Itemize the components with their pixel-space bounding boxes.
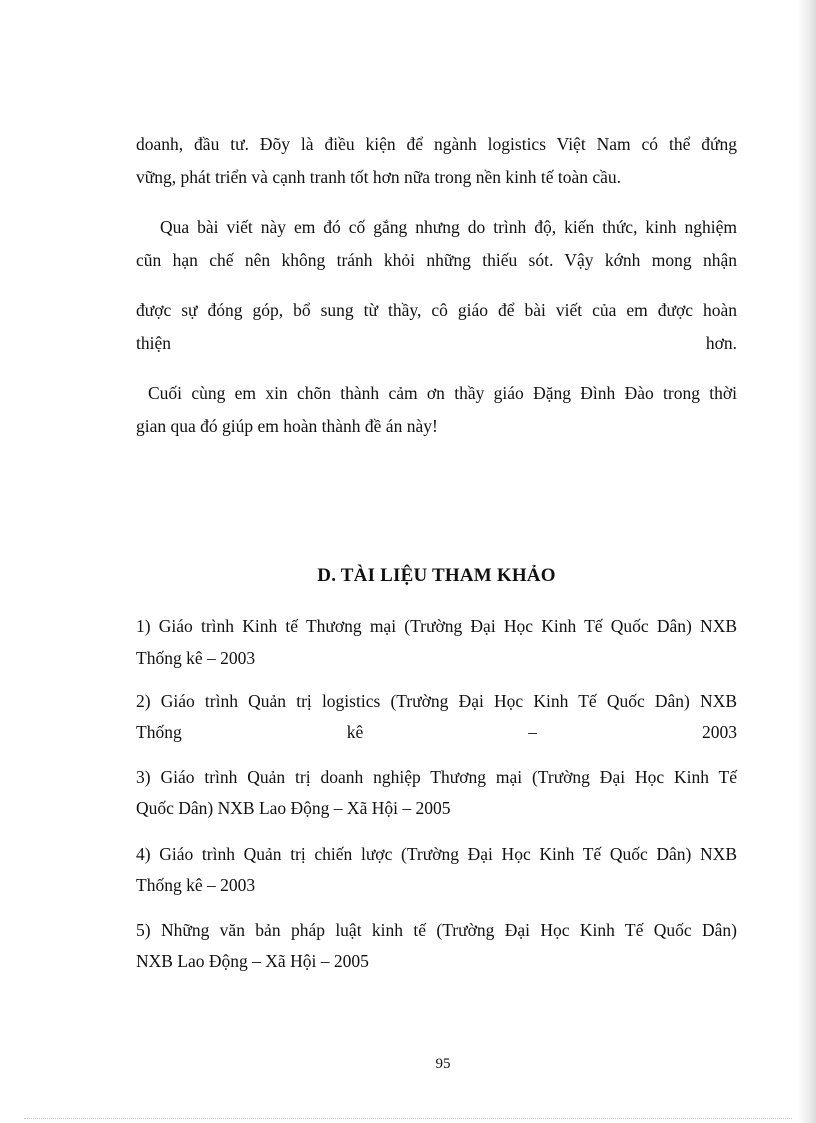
references-heading: D. TÀI LIỆU THAM KHẢO xyxy=(317,565,556,586)
text-line: cũn hạn chế nên không tránh khỏi những thiếu sót. Vậy kớnh mong nhận xyxy=(136,250,737,270)
page-bottom-border xyxy=(24,1118,792,1119)
text-line: 3) Giáo trình Quản trị doanh nghiệp Thương mại (Trường Đại Học Kinh Tế xyxy=(136,767,737,787)
page-edge-shadow xyxy=(798,0,816,1123)
page-number: 95 xyxy=(435,1056,451,1072)
word: hơn. xyxy=(705,333,737,353)
text-line: doanh, đầu tư. Đõy là điều kiện để ngành logistics Việt Nam có thể đứng xyxy=(136,134,737,154)
text-line: vững, phát triển và cạnh tranh tốt hơn nữa trong nền kinh tế toàn cầu. xyxy=(136,167,622,187)
word: kê xyxy=(346,722,364,742)
text-line: 4) Giáo trình Quản trị chiến lược (Trường Đại Học Kinh Tế Quốc Dân) NXB xyxy=(136,844,737,864)
word: – xyxy=(528,722,537,742)
text-line: Qua bài viết này em đó cố gắng nhưng do trình độ, kiến thức, kinh nghiệm xyxy=(160,217,737,237)
text-line: 1) Giáo trình Kinh tế Thương mại (Trường Đại Học Kinh Tế Quốc Dân) NXB xyxy=(136,616,737,636)
word: 2003 xyxy=(701,722,737,742)
text-line: Thống kê – 2003 xyxy=(136,648,256,668)
text-line: Thống kê – 2003 xyxy=(136,875,256,895)
text-line: Quốc Dân) NXB Lao Động – Xã Hội – 2005 xyxy=(136,798,451,818)
text-line: được sự đóng góp, bổ sung từ thầy, cô giáo để bài viết của em được hoàn xyxy=(136,300,737,320)
word: thiện xyxy=(136,333,171,353)
text-line: 5) Những văn bản pháp luật kinh tế (Trường Đại Học Kinh Tế Quốc Dân) xyxy=(136,920,737,940)
text-line xyxy=(136,332,737,354)
text-line: gian qua đó giúp em hoàn thành đề án này! xyxy=(136,416,438,436)
text-line: 2) Giáo trình Quản trị logistics (Trường Đại Học Kinh Tế Quốc Dân) NXB xyxy=(136,691,737,711)
text-line: NXB Lao Động – Xã Hội – 2005 xyxy=(136,951,369,971)
text-line: Cuối cùng em xin chõn thành cảm ơn thầy giáo Đặng Đình Đào trong thời xyxy=(148,383,737,403)
word: Thống xyxy=(136,722,182,742)
text-line xyxy=(136,721,737,743)
